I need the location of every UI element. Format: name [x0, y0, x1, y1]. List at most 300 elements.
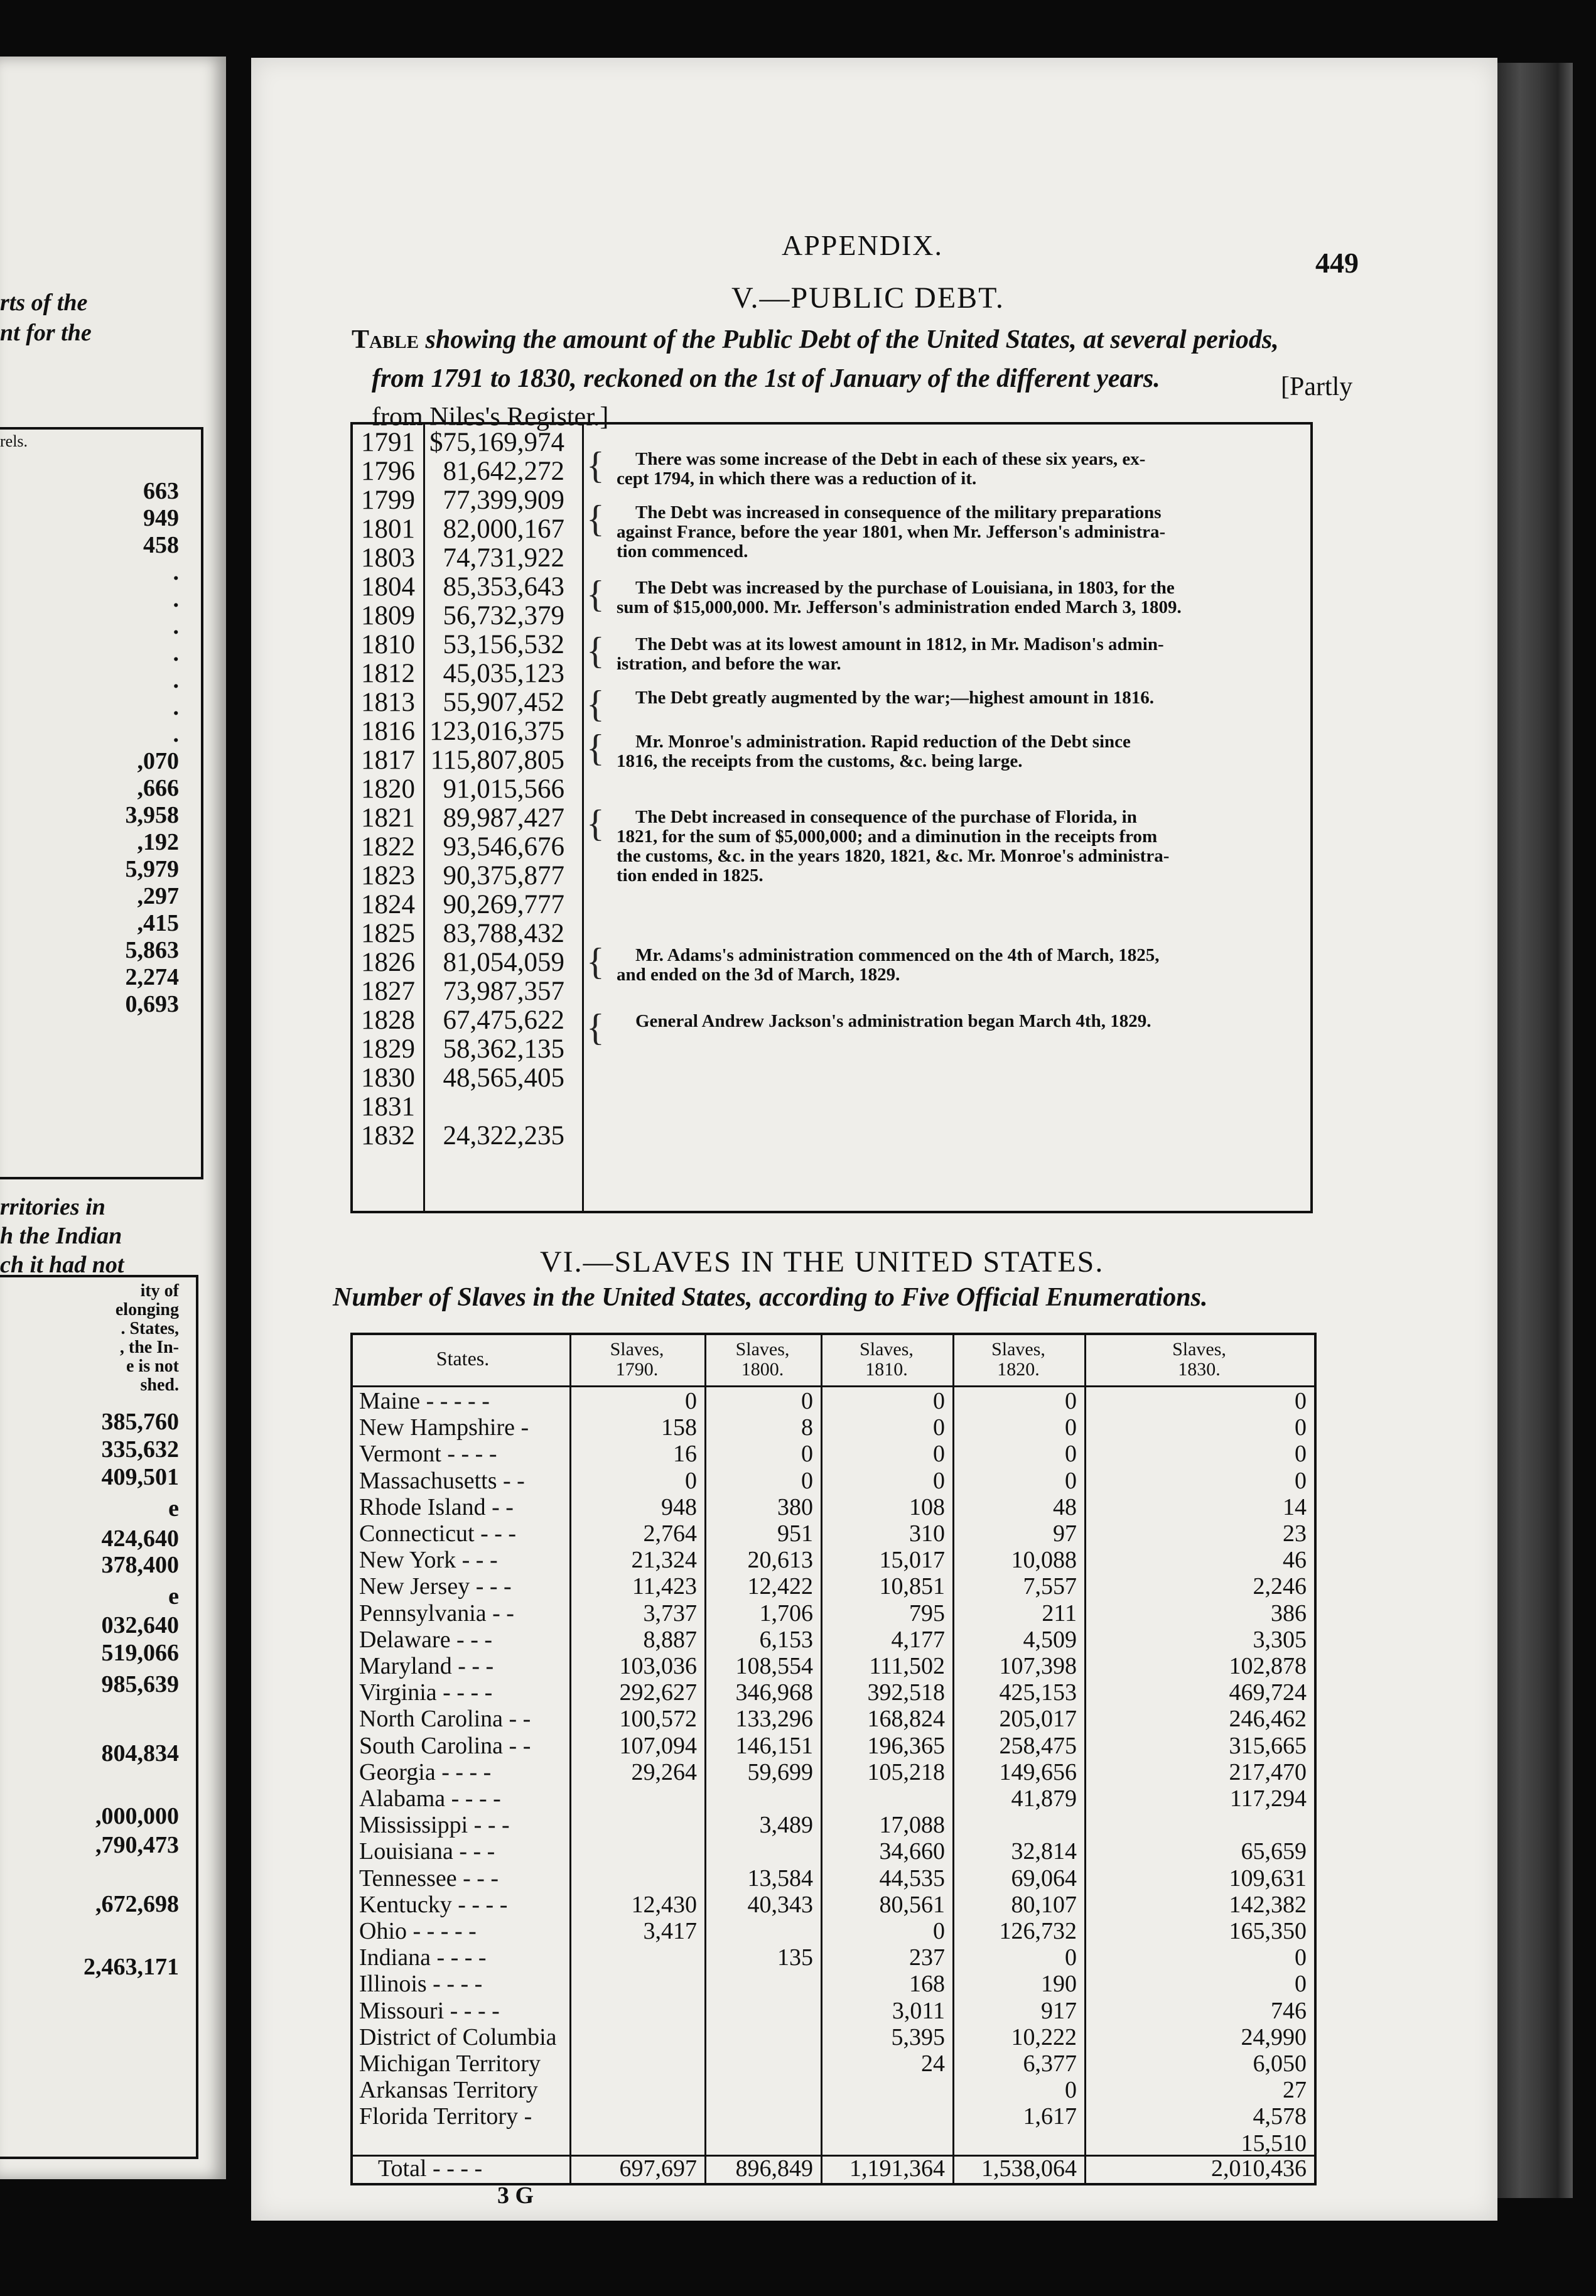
slaves-cell: 0 — [933, 1918, 945, 1944]
left-number: 5,863 — [125, 937, 179, 963]
slaves-cell: 0 — [1295, 1414, 1307, 1441]
brace-glyph: { — [586, 498, 605, 539]
left-box2-header-line: e is not — [126, 1356, 179, 1376]
debt-row — [353, 919, 573, 948]
slaves-cell: 8,887 — [643, 1626, 697, 1653]
slaves-row — [353, 1627, 1314, 1653]
slaves-cell: 0 — [1065, 1467, 1077, 1494]
slaves-cell: 258,475 — [999, 1732, 1077, 1759]
slaves-cell: 3,417 — [643, 1918, 697, 1944]
slaves-cell: 158 — [661, 1414, 697, 1441]
debt-note — [617, 946, 1307, 985]
slaves-cell: 117,294 — [1229, 1785, 1307, 1812]
slaves-cell: 15,510 — [1241, 2130, 1307, 2157]
debt-year: 1801 — [361, 514, 415, 544]
slaves-cell: 4,578 — [1253, 2103, 1307, 2130]
debt-year: 1825 — [361, 919, 415, 948]
slaves-row — [353, 1838, 1314, 1865]
slaves-cell: 292,627 — [619, 1679, 697, 1706]
slaves-state: Delaware - - - — [359, 1626, 493, 1653]
debt-row — [353, 1035, 573, 1063]
slaves-cell: 21,324 — [631, 1547, 697, 1574]
debt-amount: 93,546,676 — [443, 832, 564, 862]
debt-row — [353, 804, 573, 832]
slaves-cell: 108,554 — [735, 1653, 813, 1679]
slaves-cell: 0 — [933, 1388, 945, 1414]
slaves-cell: 0 — [933, 1441, 945, 1468]
brace-glyph: { — [586, 803, 605, 844]
debt-amount: 91,015,566 — [443, 774, 564, 804]
slaves-cell: 315,665 — [1229, 1732, 1307, 1759]
left-number: 5,979 — [125, 856, 179, 882]
debt-note-line: General Andrew Jackson's administration began March 4th, 1829. — [635, 1011, 1151, 1031]
debt-amount: 85,353,643 — [443, 572, 564, 602]
slaves-state: North Carolina - - — [359, 1706, 531, 1733]
left-number: ,415 — [137, 910, 179, 936]
debt-year: 1826 — [361, 948, 415, 977]
debt-year: 1822 — [361, 832, 415, 862]
slaves-cell: 40,343 — [747, 1891, 813, 1918]
slaves-row — [353, 1971, 1314, 1997]
slaves-state: Arkansas Territory — [359, 2077, 538, 2104]
debt-year: 1823 — [361, 861, 415, 891]
debt-year: 1816 — [361, 717, 415, 746]
debt-row — [353, 717, 573, 745]
slaves-cell: 109,631 — [1229, 1865, 1307, 1892]
slaves-cell: 0 — [933, 1414, 945, 1441]
slaves-header-label: Slaves, — [610, 1339, 664, 1360]
debt-year: 1799 — [361, 485, 415, 515]
slaves-state: Mississippi - - - — [359, 1812, 510, 1839]
slaves-row — [353, 1600, 1314, 1627]
left-number: ,070 — [137, 748, 179, 774]
left-number: 458 — [143, 532, 179, 558]
debt-year: 1832 — [361, 1121, 415, 1151]
slaves-cell: 103,036 — [619, 1653, 697, 1679]
slaves-state: District of Columbia — [359, 2023, 557, 2050]
debt-year: 1824 — [361, 890, 415, 919]
slaves-cell: 310 — [909, 1520, 945, 1547]
slaves-cell: 0 — [801, 1388, 813, 1414]
brace-glyph: { — [586, 1007, 605, 1048]
slaves-header-states: States. — [436, 1347, 490, 1370]
debt-year: 1796 — [361, 457, 415, 486]
slaves-cell: 6,050 — [1253, 2050, 1307, 2077]
slaves-cell: 168,824 — [867, 1706, 945, 1733]
slaves-row — [353, 2024, 1314, 2050]
slaves-row — [353, 1706, 1314, 1732]
debt-note-line: sum of $15,000,000. Mr. Jefferson's administration ended March 3, 1809. — [617, 597, 1182, 617]
slaves-cell: 0 — [1295, 1388, 1307, 1414]
slaves-cell: 8 — [801, 1414, 813, 1441]
debt-caption-line-1 — [352, 325, 1279, 355]
debt-note-line: There was some increase of the Debt in each of these six years, ex- — [635, 449, 1146, 469]
debt-note-line: tion commenced. — [617, 541, 748, 561]
slaves-state: Rhode Island - - — [359, 1493, 514, 1520]
slaves-cell: 4,509 — [1023, 1626, 1077, 1653]
slaves-row — [353, 1679, 1314, 1706]
slaves-cell: 149,656 — [999, 1758, 1077, 1785]
debt-caption-partly: [Partly — [1281, 372, 1353, 401]
slaves-state: Georgia - - - - — [359, 1758, 492, 1785]
debt-section-title: V.—PUBLIC DEBT. — [731, 281, 1005, 315]
slaves-cell: 14 — [1283, 1493, 1307, 1520]
slaves-cell: 196,365 — [867, 1732, 945, 1759]
left-number: 385,760 — [101, 1409, 179, 1435]
slaves-cell: 246,462 — [1229, 1706, 1307, 1733]
left-number: 2,274 — [125, 964, 179, 990]
slaves-cell: 469,724 — [1229, 1679, 1307, 1706]
debt-row — [353, 486, 573, 514]
left-number: 804,834 — [101, 1740, 179, 1767]
slaves-cell: 1,617 — [1023, 2103, 1077, 2130]
slaves-header-year: 1800. — [741, 1359, 784, 1380]
left-page-line: h the Indian — [0, 1223, 122, 1249]
slaves-row — [353, 1812, 1314, 1838]
slaves-cell: 27 — [1283, 2077, 1307, 2104]
slaves-cell: 24,990 — [1241, 2023, 1307, 2050]
left-number: . — [173, 721, 179, 747]
slaves-total-cell: 1,191,364 — [849, 2155, 945, 2182]
slaves-header-year: 1790. — [615, 1359, 659, 1380]
slaves-total-row — [353, 2155, 1314, 2182]
slaves-state: Tennessee - - - — [359, 1865, 499, 1892]
slaves-table — [350, 1333, 1317, 2185]
debt-row — [353, 602, 573, 630]
slaves-state: Alabama - - - - — [359, 1785, 501, 1812]
debt-note — [617, 578, 1307, 617]
debt-year: 1829 — [361, 1034, 415, 1064]
debt-amount: 45,035,123 — [443, 659, 564, 688]
left-page-line: ch it had not — [0, 1252, 124, 1278]
left-number: 424,640 — [101, 1525, 179, 1552]
debt-amount: 81,054,059 — [443, 948, 564, 977]
book-spine — [1497, 63, 1573, 2198]
left-number: 949 — [143, 505, 179, 531]
debt-amount: 48,565,405 — [443, 1063, 564, 1093]
debt-amount: 81,642,272 — [443, 457, 564, 486]
left-box2-header-line: elonging — [115, 1300, 179, 1319]
slaves-cell: 41,879 — [1011, 1785, 1077, 1812]
slaves-row — [353, 1653, 1314, 1679]
slaves-row — [353, 2130, 1314, 2157]
slaves-state: Indiana - - - - — [359, 1944, 487, 1971]
left-page-line: nt for the — [0, 320, 92, 346]
left-number: 335,632 — [101, 1436, 179, 1463]
debt-year: 1821 — [361, 803, 415, 833]
slaves-cell: 948 — [661, 1493, 697, 1520]
left-number: 378,400 — [101, 1552, 179, 1578]
debt-amount: 90,375,877 — [443, 861, 564, 891]
slaves-cell: 0 — [685, 1467, 697, 1494]
slaves-row — [353, 1733, 1314, 1759]
debt-note — [617, 808, 1307, 885]
debt-row — [353, 775, 573, 803]
slaves-cell: 107,398 — [999, 1653, 1077, 1679]
slaves-cell: 3,489 — [759, 1812, 813, 1839]
debt-row — [353, 631, 573, 659]
brace-glyph: { — [586, 941, 605, 982]
debt-year: 1830 — [361, 1063, 415, 1093]
debt-year: 1820 — [361, 774, 415, 804]
slaves-cell: 951 — [777, 1520, 813, 1547]
debt-caption-line-2: from 1791 to 1830, reckoned on the 1st of January of the different years. — [372, 364, 1160, 393]
left-number: ,192 — [137, 829, 179, 855]
slaves-cell: 111,502 — [869, 1653, 945, 1679]
slaves-cell: 80,561 — [879, 1891, 945, 1918]
slaves-cell: 211 — [1042, 1600, 1077, 1627]
debt-note — [617, 732, 1307, 771]
slaves-cell: 34,660 — [879, 1838, 945, 1865]
slaves-cell: 0 — [685, 1388, 697, 1414]
slaves-cell: 24 — [921, 2050, 945, 2077]
left-number: ,297 — [137, 883, 179, 909]
slaves-cell: 10,222 — [1011, 2023, 1077, 2050]
slaves-cell: 7,557 — [1023, 1573, 1077, 1600]
debt-note — [617, 450, 1307, 489]
slaves-header-year: 1830. — [1178, 1359, 1221, 1380]
slaves-cell: 425,153 — [999, 1679, 1077, 1706]
slaves-cell: 44,535 — [879, 1865, 945, 1892]
debt-year: 1809 — [361, 601, 415, 631]
slaves-state: Missouri - - - - — [359, 1997, 500, 2024]
slaves-header-year: 1810. — [865, 1359, 908, 1380]
slaves-state: New York - - - — [359, 1547, 498, 1574]
slaves-cell: 2,764 — [643, 1520, 697, 1547]
slaves-cell: 3,011 — [892, 1997, 945, 2024]
debt-amount: $75,169,974 — [429, 428, 564, 457]
debt-caption-text: showing the amount of the Public Debt of the United States, at several periods, — [419, 325, 1279, 354]
slaves-cell: 48 — [1053, 1493, 1077, 1520]
slaves-total-cell: 896,849 — [735, 2155, 813, 2182]
brace-glyph: { — [586, 445, 605, 486]
debt-row — [353, 833, 573, 861]
debt-note-line: and ended on the 3d of March, 1829. — [617, 965, 900, 985]
debt-row — [353, 977, 573, 1005]
slaves-state: Illinois - - - - — [359, 1971, 483, 1998]
debt-year: 1813 — [361, 688, 415, 717]
left-number: 663 — [143, 478, 179, 504]
slaves-cell: 2,246 — [1253, 1573, 1307, 1600]
debt-row — [353, 891, 573, 919]
slaves-cell: 217,470 — [1229, 1758, 1307, 1785]
left-number: . — [173, 640, 179, 666]
slaves-header-label: Slaves, — [1172, 1339, 1226, 1360]
slaves-cell: 102,878 — [1229, 1653, 1307, 1679]
slaves-cell: 12,430 — [631, 1891, 697, 1918]
debt-amount: 56,732,379 — [443, 601, 564, 631]
debt-amount: 123,016,375 — [429, 717, 564, 746]
debt-row — [353, 1006, 573, 1034]
slaves-cell: 29,264 — [631, 1758, 697, 1785]
left-number: . — [173, 694, 179, 720]
slaves-cell: 23 — [1283, 1520, 1307, 1547]
slaves-state: New Jersey - - - — [359, 1573, 512, 1600]
slaves-row — [353, 1494, 1314, 1520]
debt-amount: 82,000,167 — [443, 514, 564, 544]
slaves-state: Kentucky - - - - — [359, 1891, 508, 1918]
slaves-cell: 0 — [1065, 1944, 1077, 1971]
slaves-cell: 0 — [1295, 1441, 1307, 1468]
slaves-cell: 32,814 — [1011, 1838, 1077, 1865]
slaves-total-label: Total - - - - — [378, 2155, 483, 2182]
slaves-cell: 237 — [909, 1944, 945, 1971]
slaves-total-cell: 2,010,436 — [1211, 2155, 1307, 2182]
debt-row — [353, 688, 573, 717]
slaves-cell: 392,518 — [867, 1679, 945, 1706]
debt-note — [617, 503, 1307, 561]
debt-divider — [582, 425, 584, 1211]
slaves-cell: 10,088 — [1011, 1547, 1077, 1574]
debt-row — [353, 746, 573, 774]
debt-note — [617, 688, 1307, 708]
slaves-cell: 65,659 — [1241, 1838, 1307, 1865]
debt-amount: 83,788,432 — [443, 919, 564, 948]
debt-note-line: Mr. Adams's administration commenced on the 4th of March, 1825, — [635, 945, 1160, 965]
slaves-state: Pennsylvania - - — [359, 1600, 514, 1627]
slaves-row — [353, 1892, 1314, 1918]
debt-amount: 89,987,427 — [443, 803, 564, 833]
slaves-header-year: 1820. — [997, 1359, 1040, 1380]
debt-year: 1812 — [361, 659, 415, 688]
brace-glyph: { — [586, 573, 605, 615]
debt-note-line: The Debt was at its lowest amount in 1812, in Mr. Madison's admin- — [635, 634, 1164, 654]
left-box2-header-line: , the In- — [119, 1338, 179, 1357]
left-page-fragment — [0, 57, 226, 2179]
slaves-header-label: Slaves, — [735, 1339, 790, 1360]
slaves-caption: Number of Slaves in the United States, according to Five Official Enumerations. — [333, 1283, 1208, 1312]
slaves-cell: 0 — [1295, 1971, 1307, 1998]
debt-year: 1831 — [361, 1092, 415, 1122]
slaves-cell: 20,613 — [747, 1547, 813, 1574]
slaves-state: Massachusetts - - — [359, 1467, 525, 1494]
slaves-cell: 205,017 — [999, 1706, 1077, 1733]
public-debt-table — [350, 422, 1313, 1213]
slaves-cell: 100,572 — [619, 1706, 697, 1733]
slaves-cell: 142,382 — [1229, 1891, 1307, 1918]
debt-note-line: 1816, the receipts from the customs, &c. being large. — [617, 751, 1023, 771]
debt-note-line: The Debt increased in consequence of the purchase of Florida, in — [635, 807, 1137, 827]
slaves-cell: 146,151 — [735, 1732, 813, 1759]
debt-amount: 90,269,777 — [443, 890, 564, 919]
slaves-cell: 97 — [1053, 1520, 1077, 1547]
left-number: e — [168, 1495, 179, 1522]
debt-note-line: The Debt was increased by the purchase of Louisiana, in 1803, for the — [635, 578, 1175, 598]
slaves-cell: 3,737 — [643, 1600, 697, 1627]
slaves-cell: 135 — [777, 1944, 813, 1971]
slaves-row — [353, 1759, 1314, 1785]
slaves-cell: 3,305 — [1253, 1626, 1307, 1653]
slaves-cell: 80,107 — [1011, 1891, 1077, 1918]
debt-year: 1810 — [361, 630, 415, 659]
debt-note — [617, 1012, 1307, 1031]
slaves-row — [353, 1998, 1314, 2024]
debt-year: 1828 — [361, 1005, 415, 1035]
slaves-state: Connecticut - - - — [359, 1520, 517, 1547]
slaves-cell: 386 — [1271, 1600, 1307, 1627]
slaves-cell: 13,584 — [747, 1865, 813, 1892]
debt-note-line: cept 1794, in which there was a reduction of it. — [617, 468, 977, 489]
debt-row — [353, 428, 573, 457]
slaves-cell: 126,732 — [999, 1918, 1077, 1944]
left-number: ,000,000 — [95, 1803, 179, 1829]
slaves-cell: 0 — [1065, 1388, 1077, 1414]
debt-note-line: against France, before the year 1801, when Mr. Jefferson's administra- — [617, 522, 1166, 542]
slaves-section-title: VI.—SLAVES IN THE UNITED STATES. — [540, 1245, 1104, 1279]
debt-row — [353, 1064, 573, 1092]
slaves-cell: 108 — [909, 1493, 945, 1520]
slaves-cell: 0 — [1065, 2077, 1077, 2104]
left-page-line: rritories in — [0, 1194, 105, 1220]
slaves-cell: 59,699 — [747, 1758, 813, 1785]
slaves-cell: 795 — [909, 1600, 945, 1627]
debt-row — [353, 659, 573, 688]
debt-note-line: The Debt was increased in consequence of the military preparations — [635, 502, 1162, 523]
debt-note-line: tion ended in 1825. — [617, 865, 763, 885]
slaves-header-rule — [353, 1385, 1314, 1387]
debt-row — [353, 1093, 573, 1121]
slaves-cell: 190 — [1041, 1971, 1077, 1998]
slaves-cell: 0 — [1295, 1944, 1307, 1971]
debt-row — [353, 457, 573, 485]
left-number: 409,501 — [101, 1464, 179, 1490]
slaves-state: New Hampshire - — [359, 1414, 529, 1441]
slaves-state: Maine - - - - - — [359, 1388, 490, 1414]
debt-year: 1804 — [361, 572, 415, 602]
slaves-cell: 0 — [801, 1467, 813, 1494]
slaves-cell: 380 — [777, 1493, 813, 1520]
left-number: 2,463,171 — [84, 1954, 179, 1980]
slaves-state: Florida Territory - — [359, 2103, 532, 2130]
left-number: ,666 — [137, 775, 179, 801]
left-number: . — [173, 613, 179, 639]
main-page — [251, 58, 1497, 2221]
running-head: APPENDIX. — [782, 229, 943, 261]
slaves-cell: 11,423 — [632, 1573, 697, 1600]
slaves-cell: 15,017 — [879, 1547, 945, 1574]
slaves-state: South Carolina - - — [359, 1732, 531, 1759]
debt-amount: 53,156,532 — [443, 630, 564, 659]
slaves-row — [353, 1414, 1314, 1441]
left-number: ,672,698 — [95, 1891, 179, 1917]
debt-amount: 77,399,909 — [443, 485, 564, 515]
slaves-cell: 0 — [933, 1467, 945, 1494]
signature-mark: 3 G — [497, 2182, 534, 2209]
slaves-cell: 10,851 — [879, 1573, 945, 1600]
slaves-row — [353, 2077, 1314, 2103]
left-number: 519,066 — [101, 1640, 179, 1666]
debt-year: 1827 — [361, 977, 415, 1006]
brace-glyph: { — [586, 727, 605, 769]
slaves-total-cell: 697,697 — [619, 2155, 697, 2182]
slaves-cell: 69,064 — [1011, 1865, 1077, 1892]
debt-row — [353, 573, 573, 601]
slaves-cell: 6,153 — [759, 1626, 813, 1653]
slaves-row — [353, 2103, 1314, 2130]
left-box2-header-line: . States, — [121, 1319, 179, 1338]
left-number: . — [173, 559, 179, 585]
slaves-row — [353, 1468, 1314, 1494]
page-number: 449 — [1315, 247, 1359, 279]
slaves-cell: 6,377 — [1023, 2050, 1077, 2077]
slaves-state: Louisiana - - - — [359, 1838, 495, 1865]
slaves-cell: 4,177 — [891, 1626, 945, 1653]
debt-amount: 67,475,622 — [443, 1005, 564, 1035]
slaves-cell: 168 — [909, 1971, 945, 1998]
debt-note — [617, 635, 1307, 674]
slaves-state: Virginia - - - - — [359, 1679, 493, 1706]
debt-amount: 55,907,452 — [443, 688, 564, 717]
